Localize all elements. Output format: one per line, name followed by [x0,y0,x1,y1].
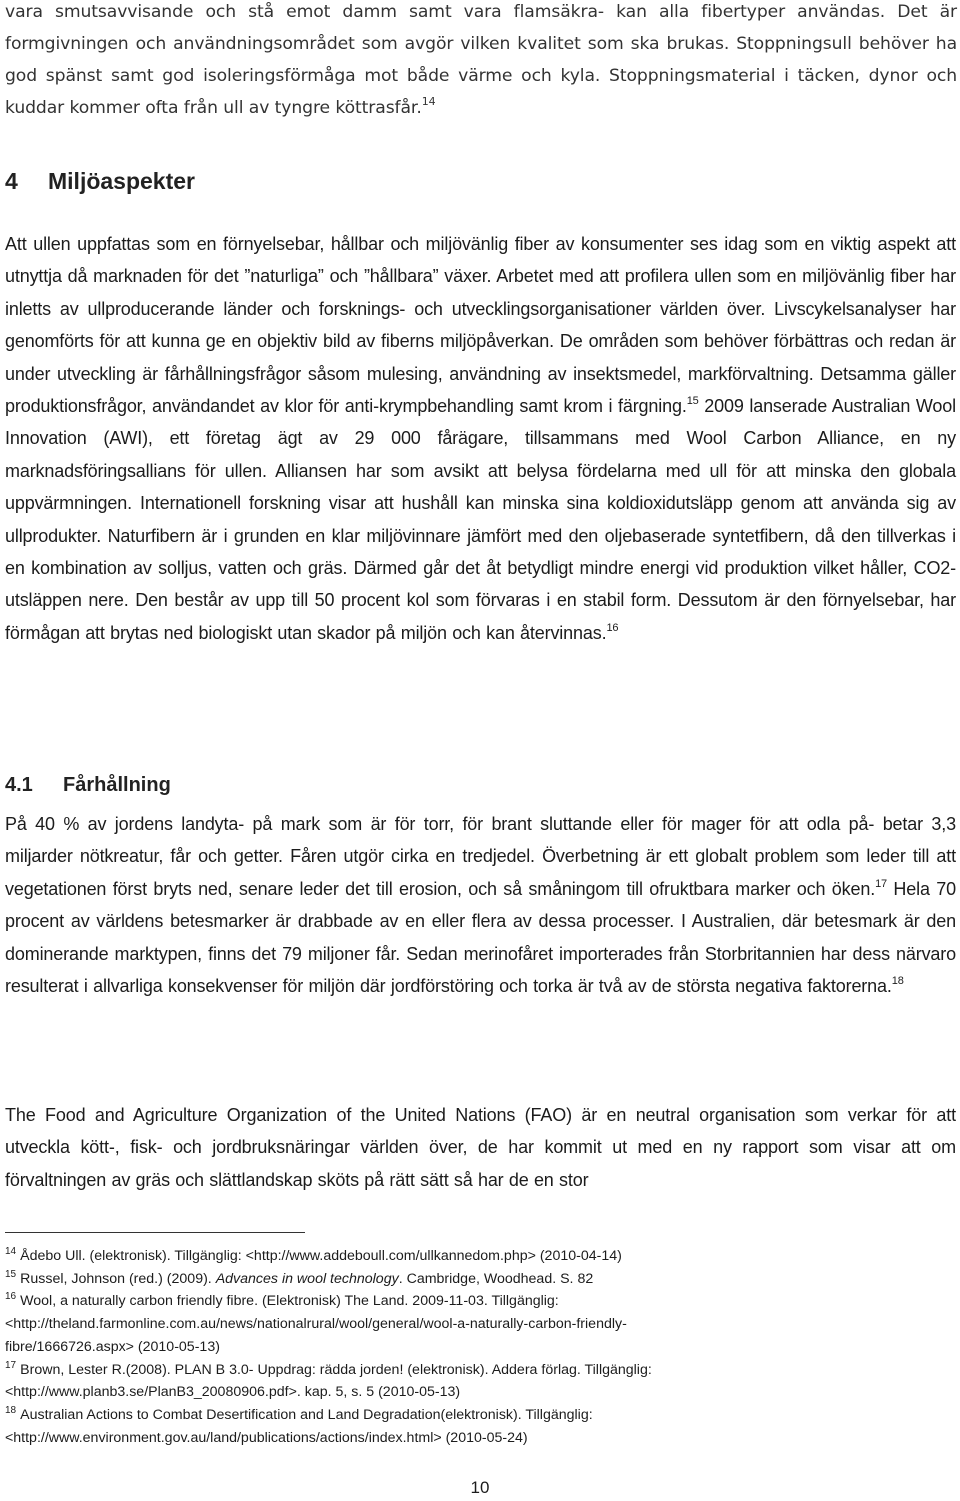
footnote-text: Wool, a naturally carbon friendly fibre. (Elektronisk) The Land. 2009-11-03. Tillgänglig: [20,1293,559,1310]
footnote-link[interactable]: <http://theland.farmonline.com.au/news/nationalrural/wool/general/wool-a-naturally-carbon-friendly- [5,1316,627,1333]
section-number: 4 [5,168,18,194]
page-number: 10 [470,1478,490,1497]
subsection-title: Fårhållning [63,774,171,796]
paragraph-miljoaspekter [5,228,956,649]
footnote-18-url[interactable] [5,1427,955,1450]
section-heading-4 [5,166,195,196]
paragraph-fao: The Food and Agriculture Organization of the United Nations (FAO) är en neutral organisation som verkar för att utveckla kött-, fisk- och jordbruksnäringar världen över, de har kommit ut med en ny rapport som visar att om förvaltningen av gräs och slättlandskap sköts på rätt sätt så har de en stor [5,1105,956,1190]
footnote-16 [5,1290,955,1313]
footnote-number: 16 [5,1291,17,1303]
footnote-ref-14: 14 [421,95,436,108]
footnote-number: 15 [5,1268,17,1280]
intro-text: vara smutsavvisande och stå emot damm samt vara flamsäkra- kan alla fibertyper användas. Det är formgivningen och användningsområdet som avgör vilken kvalitet som ska brukas. Stoppningsull behöver ha god spänst samt god isoleringsförmåga mot både värme och kyla. Stoppningsmaterial i täcken, dynor och kuddar kommer ofta från ull av tyngre köttrasfår. [5,2,957,118]
footnote-link[interactable]: <http://www.planb3.se/PlanB3_20080906.pdf>. kap. 5, s. 5 (2010-05-13) [5,1384,461,1401]
paragraph-text: På 40 % av jordens landyta- på mark som är för torr, för brant sluttande eller för mager för att odla på- betar 3,3 miljarder nötkreatur, får och getter. Fåren utgör cirka en tredjedel. Överbetning är ett globalt problem som leder till att vegetationen först bryts ned, senare leder det till erosion, och så småningom till ofruktbara marker och öken. [5,814,956,899]
footnote-book-title: Advances in wool technology [215,1270,399,1287]
footnote-text: Ådebo Ull. (elektronisk). Tillgänglig: <http://www.addeboull.com/ullkannedom.php> (2010-04-14) [20,1248,622,1264]
footnotes [5,1245,955,1449]
intro-paragraph [5,0,957,124]
footnote-ref-16: 16 [606,621,619,634]
footnote-number: 17 [5,1359,17,1371]
section-title: Miljöaspekter [48,168,195,194]
footnote-text: Russel, Johnson (red.) (2009). [20,1270,216,1287]
footnote-link[interactable]: fibre/1666726.aspx> (2010-05-13) [5,1338,220,1355]
footnote-ref-17: 17 [875,877,888,890]
footnote-16-url-cont[interactable] [5,1336,955,1359]
footnote-link[interactable]: <http://www.environment.gov.au/land/publications/actions/index.html> (2010-05-24) [5,1429,528,1446]
footnote-18 [5,1404,955,1427]
footnote-number: 18 [5,1404,17,1416]
subsection-number: 4.1 [5,774,33,796]
footnote-number: 14 [5,1246,17,1257]
footnote-17 [5,1359,955,1382]
footnote-15 [5,1268,955,1291]
footnote-ref-18: 18 [891,975,904,988]
paragraph-farhallning [5,808,956,1002]
footnote-text: . Cambridge, Woodhead. S. 82 [398,1270,594,1287]
footnote-17-url[interactable] [5,1381,955,1404]
footnote-separator [5,1232,305,1233]
footnote-ref-15: 15 [686,395,699,408]
footnote-14 [5,1245,955,1268]
paragraph-text: 2009 lanserade Australian Wool Innovation (AWI), ett företag ägt av 29 000 fårägare, tillsammans med Wool Carbon Alliance, en ny marknadsföringsallians för ullen. Alliansen har som avsikt att belysa fördelarna med ull för att minska den globala uppvärmningen. Internationell forskning visar att hushåll kan minska sina koldioxidutsläpp genom att använda sig av ullprodukter. Naturfibern är i grunden en klar miljövinnare jämfört med den oljebaserade syntetfibern, då den tillverkas i en kombination av solljus, vatten och gräs. Därmed går det åt betydligt mindre energi vid produktion vilket håller, CO2-utsläppen nere. Den består av upp till 50 procent kol som förvaras i en stabil form. Dessutom är den förnyelsebar, har förmågan att brytas ned biologiskt utan skador på miljön och kan återvinnas. [5,396,956,643]
section-heading-4-1 [5,771,171,799]
footnote-16-url[interactable] [5,1313,955,1336]
paragraph-text: Hela 70 procent av världens betesmarker är drabbade av en eller flera av dessa processer. I Australien, där betesmark är den dominerande marktypen, finns det 79 miljoner får. Sedan merinofåret importerades från Storbritannien har dess närvaro resulterat i allvarliga konsekvenser för miljön där jordförstöring och torka är två av de största negativa faktorerna. [5,878,956,997]
footnote-text: Brown, Lester R.(2008). PLAN B 3.0- Uppdrag: rädda jorden! (elektronisk). Addera förlag. Tillgänglig: [20,1361,652,1378]
footnote-text: Australian Actions to Combat Desertification and Land Degradation(elektronisk). Tillgänglig: [20,1406,593,1423]
paragraph-text: Att ullen uppfattas som en förnyelsebar, hållbar och miljövänlig fiber av konsumenter ses idag som en viktig aspekt att utnyttja då marknaden för det ”naturliga” och ”hållbara” växer. Arbetet med att profilera ullen som en miljövänlig fiber har inletts av ullproducerande länder och forsknings- och utvecklingsorganisationer världen över. Livscykelsanalyser har genomförts för att kunna ge en objektiv bild av fiberns miljöpåverkan. De områden som behöver förbättras och redan är under utveckling är fårhållningsfrågor såsom mulesing, användning av insektsmedel, markförvaltning. Detsamma gäller produktionsfrågor, användandet av klor för anti-krympbehandling samt krom i färgning. [5,234,956,417]
